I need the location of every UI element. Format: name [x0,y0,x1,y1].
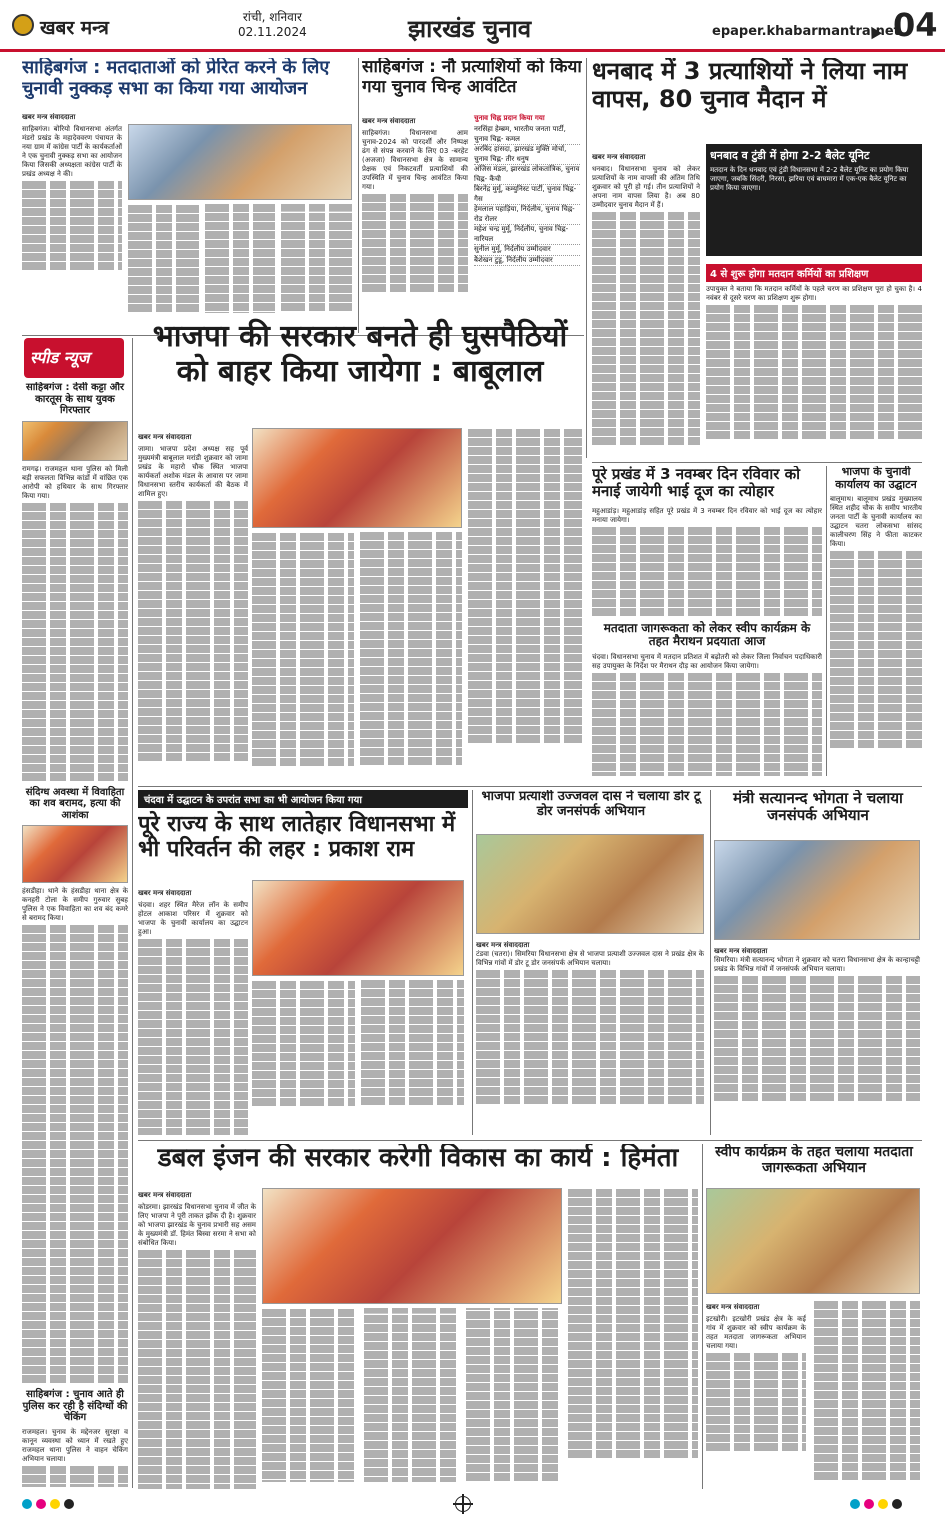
lead-paragraph: बालूमाथ। बालूमाथ प्रखंड मुख्यालय स्थित शहीद चौक के समीप भारतीय जनता पार्टी के चुनावी कार्यालय का उद्घाटन चतरा लोकसभा सांसद कालीचरण सिंह ने फीता काटकर किया। [830,495,922,549]
news-photo [252,428,462,528]
box-text: उपायुक्त ने बताया कि मतदान कर्मियों के पहले चरण का प्रशिक्षण पूरा हो चुका है। 4 नवंबर से दूसरे चरण का प्रशिक्षण शुरू होगा। [706,285,922,439]
left-column [592,150,700,446]
headline: साहिबगंज : मतदाताओं को प्रेरित करने के लिए चुनावी नुक्कड़ सभा का किया गया आयोजन [22,58,330,99]
article-bhai-dooj [592,466,822,776]
article-continuation [252,532,462,777]
training-box [706,264,922,440]
headline: पूरे राज्य के साथ लातेहार विधानसभा में भी परिवर्तन की लहर : प्रकाश राम [138,812,456,863]
left-column [138,1188,256,1489]
byline: खबर मन्त्र संवाददाता [714,947,768,955]
headline: भाजपा के चुनावी कार्यालय का उद्घाटन [835,466,917,491]
lead-paragraph: जामा। भाजपा प्रदेश अध्यक्ष सह पूर्व मुख्यमंत्री बाबूलाल मरांडी शुक्रवार को जामा प्रखंड के महारो चौक स्थित भाजपा कार्यकर्ता अशोक मंडल के आवास पर जामा विधानसभा स्तरीय कार्यकर्ता की बैठक में शामिल हुए। [138,445,248,498]
registration-dot [892,1499,902,1509]
box-title: 4 से शुरू होगा मतदान कर्मियों का प्रशिक्षण [706,264,922,282]
left-column [362,114,468,293]
section-rule [592,462,922,463]
news-photo [476,834,704,934]
article-continuation [262,1308,562,1488]
headline: डबल इंजन की सरकार करेगी विकास का कार्य : हिमंता [157,1144,679,1173]
story-headline: साहिबगंज : देसी कट्टा और कारतूस के साथ युवक गिरफ्तार [25,382,125,416]
headline: साहिबगंज : नौ प्रत्याशियों को किया गया चुनाव चिन्ह आवंटित [362,58,582,97]
lead-paragraph: महुआडांड़। महुआडांड़ सहित पूरे प्रखंड में 3 नवम्बर दिन रविवार को भाई दूज का त्योहार मनाया जायेगा। [592,506,822,524]
headline: स्वीप कार्यक्रम के तहत चलाया मतदाता जागरूकता अभियान [715,1144,913,1177]
list-item: बिरनेंद्र मुर्मू, कम्युनिस्ट पार्टी, चुनाव चिह्न- गैस [474,185,580,205]
list-item: अरबिंद हांसदा, झारखंड मुक्ति मोर्चा, चुनाव चिह्न- तीर धनुष [474,145,580,165]
left-column [138,886,248,1135]
registration-crosshair-icon [455,1496,471,1512]
article-body [714,956,920,1102]
info-box [706,144,922,256]
news-photo [252,880,464,976]
issue-date: 02.11.2024 [238,25,307,39]
article-body [830,495,922,748]
lead-paragraph: धनबाद। विधानसभा चुनाव को लेकर प्रत्याशियों के नाम वापसी की अंतिम तिथि शुक्रवार को पूरी हो गई। तीन प्रत्याशियों ने अपना नाम वापस लिया है। अब 80 उम्मीदवार चुनाव मैदान में हैं। [592,165,700,209]
article-ujjwal-das [476,790,706,1135]
section-rule [138,1140,922,1141]
story-body: रामगढ़। राजमहल थाना पुलिस को मिली बड़ी सफलता विभिन्न कांडों में वांछित एक आरोपी को हथियार के साथ गिरफ्तार किया गया। [22,465,128,781]
registration-dot [864,1499,874,1509]
column-rule [702,1144,703,1489]
news-photo [22,421,128,461]
lead-paragraph: सिमरिया। मंत्री सत्यानन्द भोगता ने शुक्रवार को चतरा विधानसभा क्षेत्र के कान्हाचट्टी प्रखंड के विभिन्न गांवों में जनसंपर्क अभियान चलाया। [714,956,920,973]
headline: धनबाद में 3 प्रत्याशियों ने लिया नाम वापस, 80 चुनाव मैदान में [592,58,908,113]
byline: खबर मन्त्र संवाददाता [138,889,192,897]
article-continuation [468,428,582,778]
article-continuation [252,980,464,1130]
candidate-list [474,125,580,266]
list-item: अंजिस मंडल, झारखंड लोकतांत्रिक, चुनाव चिह्न- कैंची [474,165,580,185]
lead-paragraph: इटखोरी। इटखोरी प्रखंड क्षेत्र के कई गांव में शुक्रवार को स्वीप कार्यक्रम के तहत मतदाता जागरूकता अभियान चलाया गया। [706,1315,806,1350]
registration-dot [878,1499,888,1509]
headline: मंत्री सत्यानन्द भोगता ने चलाया जनसंपर्क अभियान [733,790,903,825]
news-photo [262,1188,562,1304]
news-photo [706,1188,920,1294]
article-body [592,165,700,445]
news-photo [714,840,920,940]
article-body [138,445,248,761]
lead-paragraph: साहिबगंज। विधानसभा आम चुनाव-2024 को पारदर्शी और निष्पक्ष ढंग से संपन्न करवाने के लिए 03 -बरहेट (अजजा) विधानसभा क्षेत्र के सामान्य प्रेक्षक एवं निकटवर्ती प्रत्याशियों की उपस्थिति में चुनाव चिन्ह आवंटित किया गया। [362,129,468,191]
headline: भाजपा की सरकार बनते ही घुसपैठियों को बाहर किया जायेगा : बाबूलाल [152,319,568,389]
story-body: राजमहल। चुनाव के मद्देनजर सुरक्षा व कानून व्यवस्था को ध्यान में रखते हुए राजमहल थाना पुलिस ने वाहन चेकिंग अभियान चलाया। [22,1428,128,1488]
print-registration-bar [0,1493,945,1517]
byline: खबर मन्त्र संवाददाता [592,153,646,161]
byline: खबर मन्त्र संवाददाता [476,941,530,949]
box-title: चुनाव चिह्न प्रदान किया गया [474,114,545,122]
article-body [362,129,468,292]
story-headline: साहिबगंज : चुनाव आते ही पुलिस कर रही है संदिग्धों की चेकिंग [22,1389,128,1423]
headline: पूरे प्रखंड में 3 नवम्बर दिन रविवार को मनाई जायेगी भाई दूज का त्योहार [592,466,800,501]
list-item: महेश चन्द्र मुर्मू, निर्दलीय, चुनाव चिह्न- नारियल [474,225,580,245]
lead-paragraph: टंडवा (चतरा)। सिमरिया विधानसभा क्षेत्र से भाजपा प्रत्याशी उज्जवल दास ने प्रखंड क्षेत्र के विभिन्न गांवों में डोर टू डोर जनसंपर्क अभियान चलाया। [476,950,704,967]
page-number: 04 [893,6,938,44]
registration-dot [36,1499,46,1509]
speed-news-label: स्पीड न्यूज [24,338,124,378]
brand-name: खबर मन्त्र [40,17,109,39]
section-title: झारखंड चुनाव [408,15,532,43]
column-rule [586,58,587,458]
article-body [592,507,822,616]
lead-paragraph: कोडरमा। झारखंड विधानसभा चुनाव में जीत के लिए भाजपा ने पूरी ताकत झोंक दी है। शुक्रवार को भाजपा झारखंड के चुनाव प्रभारी सह असम के मुख्यमंत्री डॉ. हिमंत बिस्वा सरमा ने सभा को संबोधित किया। [138,1203,256,1247]
byline: खबर मन्त्र संवाददाता [706,1303,760,1311]
column-rule [358,58,359,333]
list-item: हेमलाल पहाड़िया, निर्दलीय, चुनाव चिह्न- रोड रोलर [474,205,580,225]
news-photo [128,124,352,200]
lead-paragraph: चंदवा। शहर स्थित मैरेज लॉन के समीप होटल आकाश परिसर में शुक्रवार को भाजपा के चुनावी कार्यालय का उद्घाटन हुआ। [138,901,248,936]
section-rule [138,786,922,787]
byline: खबर मन्त्र संवाददाता [22,113,76,122]
registration-dot [50,1499,60,1509]
column-rule [472,790,473,1135]
registration-dot [22,1499,32,1509]
news-photo [22,825,128,883]
article-body [22,125,122,271]
list-item: बैशेखन टुडू, निर्दलीय उम्मीदवार [474,256,580,267]
lead-paragraph: साहिबगंज। बोरियो विधानसभा अंतर्गत मंडरो प्रखंड के महादेववरण पंचायत के नया ग्राम में कांग्रेस पार्टी के कार्यकर्ताओं ने एक चुनावी नुक्कड़ सभा का आयोजन किया जिसकी अध्यक्षता कांग्रेस पार्टी के प्रखंड अध्यक्ष ने की। [22,125,122,179]
kicker-banner: चंदवा में उद्घाटन के उपरांत सभा का भी आयोजन किया गया [138,790,468,808]
article-bjp-office [830,466,922,776]
box-title: धनबाद व टुंडी में होगा 2-2 बैलेट यूनिट [710,149,870,162]
symbol-box [474,114,580,266]
column-rule [826,466,827,776]
article-continuation [814,1300,920,1481]
byline: खबर मन्त्र संवाददाता [362,117,416,125]
story-body: हंसडीहा। थाने के हंसडीहा थाना क्षेत्र के कनहरी टोला के समीप गुरुवार सुबह पुलिस ने एक विवाहिता का शव बंद कमरे से बरामद किया। [22,887,128,1383]
left-column [706,1300,806,1452]
article-body [138,1203,256,1489]
epaper-url[interactable]: epaper.khabarmantra.net [712,24,900,39]
article-body [706,1315,806,1451]
byline: खबर मन्त्र संवाददाता [138,1191,192,1199]
article-bhogta [714,790,922,1135]
article-dhanbad [592,58,922,458]
subarticle-headline: मतदाता जागरूकता को लेकर स्वीप कार्यक्रम के तहत मैराथन प्रदयाता आज [603,620,811,649]
brand-logo-icon [12,14,34,36]
registration-dot [64,1499,74,1509]
headline: भाजपा प्रत्याशी उज्जवल दास ने चलाया डोर टू डोर जनसंपर्क अभियान [481,790,701,819]
article-continuation [568,1188,698,1488]
box-text: मतदान के दिन धनबाद एवं टुंडी विधानसभा में 2-2 बैलेट यूनिट का प्रयोग किया जाएगा, जबकि सिंदरी, निरसा, झरिया एवं बाघमारा में एक-एक बैलेट यूनिट का प्रयोग किया जाएगा। [710,166,909,192]
article-continuation [128,204,352,328]
column-rule [710,790,711,1135]
column-rule [132,338,133,1488]
registration-dot [850,1499,860,1509]
list-item: नरसिंहा हेम्ब्रम, भारतीय जनता पार्टी, चुनाव चिह्न- कमल [474,125,580,145]
left-column [138,430,248,762]
article-sveep-itkhori [706,1144,922,1489]
byline: खबर मन्त्र संवाददाता [138,433,192,441]
speed-news-column [22,382,128,1487]
article-body [476,950,704,1105]
article-sahibganj-symbols [362,58,582,333]
story-headline: संदिग्ध अवस्था में विवाहिता का शव बरामद, हत्या की आशंका [25,786,125,821]
dateline [238,10,307,40]
city-day: रांची, शनिवार [242,10,302,24]
masthead [0,0,945,52]
article-body [138,901,248,1135]
list-item: सुनील मुर्मू, निर्दलीय उम्मीदवार [474,245,580,256]
subarticle-body: चंदवा। विधानसभा चुनाव में मतदान प्रतिशत में बढ़ोतरी को लेकर जिला निर्वाचन पदाधिकारी सह उपायुक्त के निर्देश पर मैराथन दौड़ का आयोजन किया जायेगा। [592,653,822,776]
